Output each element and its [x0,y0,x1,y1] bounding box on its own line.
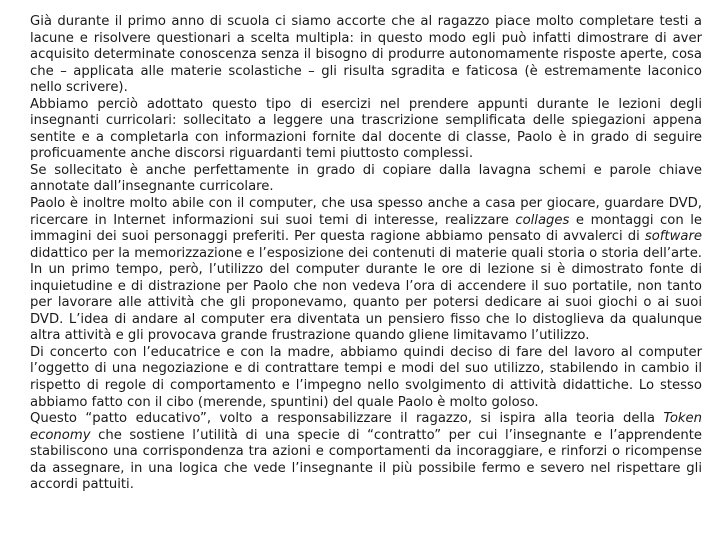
paragraph [30,14,702,97]
paragraph [30,196,702,345]
paragraph-text: Di concerto con l’educatrice e con la madre, abbiamo quindi deciso di fare del lavoro al computer l’oggetto di una negoziazione e di contrattare tempi e modi del suo utilizzo, stabilendo in cambio il rispetto di regole di comportamento e l’impegno nello svolgimento di attività didattiche. Lo stesso abbiamo fatto con il cibo (merende, spuntini) del quale Paolo è molto goloso. [30,344,702,410]
paragraph-text: Paolo è inoltre molto abile con il computer, che usa spesso anche a casa per giocare, guardare DVD, ricercare in Internet informazioni sui suoi temi di interesse, realizzare [30,196,702,228]
paragraph-text: e montaggi con le immagini dei suoi personaggi preferiti. Per questa ragione abbiamo pensato di avvalerci di [30,212,702,245]
paragraph-text: didattico per la memorizzazione e l’esposizione dei contenuti di materie quali storia o storia dell’arte. In un primo tempo, però, l’utilizzo del computer durante le ore di lezione si è dimostrato fonte di inquietudine e di distrazione per Paolo che non vedeva l’ora di accendere il suo portatile, non tanto per lavorare alle attività che gli proponevamo, quanto per potersi dedicare ai suoi giochi o ai suoi DVD. L’idea di andare al computer era diventata un pensiero fisso che lo distoglieva da qualunque altra attività e gli provocava grande frustrazione quando gliene limitavamo l’utilizzo. [30,245,702,344]
paragraph [30,97,702,163]
paragraph [30,345,702,411]
document-body [30,14,702,494]
italic-term: software [644,229,702,245]
paragraph [30,163,702,196]
paragraph-text: Abbiamo perciò adottato questo tipo di esercizi nel prendere appunti durante le lezioni degli insegnanti curricolari: sollecitato a leggere una trascrizione semplificata delle spiegazioni appena sentite e a completarla con informazioni fornite dal docente di classe, Paolo è in grado di seguire proficuamente anche discorsi riguardanti temi piuttosto complessi. [30,96,702,162]
italic-term: collages [515,212,570,228]
paragraph-text: Questo “patto educativo”, volto a responsabilizzare il ragazzo, si ispira alla teoria della [30,411,664,427]
paragraph-text: che sostiene l’utilità di una specie di “contratto” per cui l’insegnante e l’apprendente stabiliscono una corrispondenza tra azioni e comportamenti da incoraggiare, e rinforzi o ricompense da assegnare, in una logica che vede l’insegnante il più possibile fermo e severo nel rispettare gli accordi pattuiti. [30,427,702,493]
paragraph-text: Se sollecitato è anche perfettamente in grado di copiare dalla lavagna schemi e parole chiave annotate dall’insegnante curricolare. [30,162,702,195]
paragraph [30,411,702,494]
italic-term: Token economy [30,411,702,443]
paragraph-text: Già durante il primo anno di scuola ci siamo accorte che al ragazzo piace molto completare testi a lacune e risolvere questionari a scelta multipla: in questo modo egli può infatti dimostrare di aver acquisito determinate conoscenza senza il bisogno di produrre autonomamente risposte aperte, cosa che – applicata alle materie scolastiche – gli risulta sgradita e faticosa (è estremamente laconico nello scrivere). [30,14,702,96]
